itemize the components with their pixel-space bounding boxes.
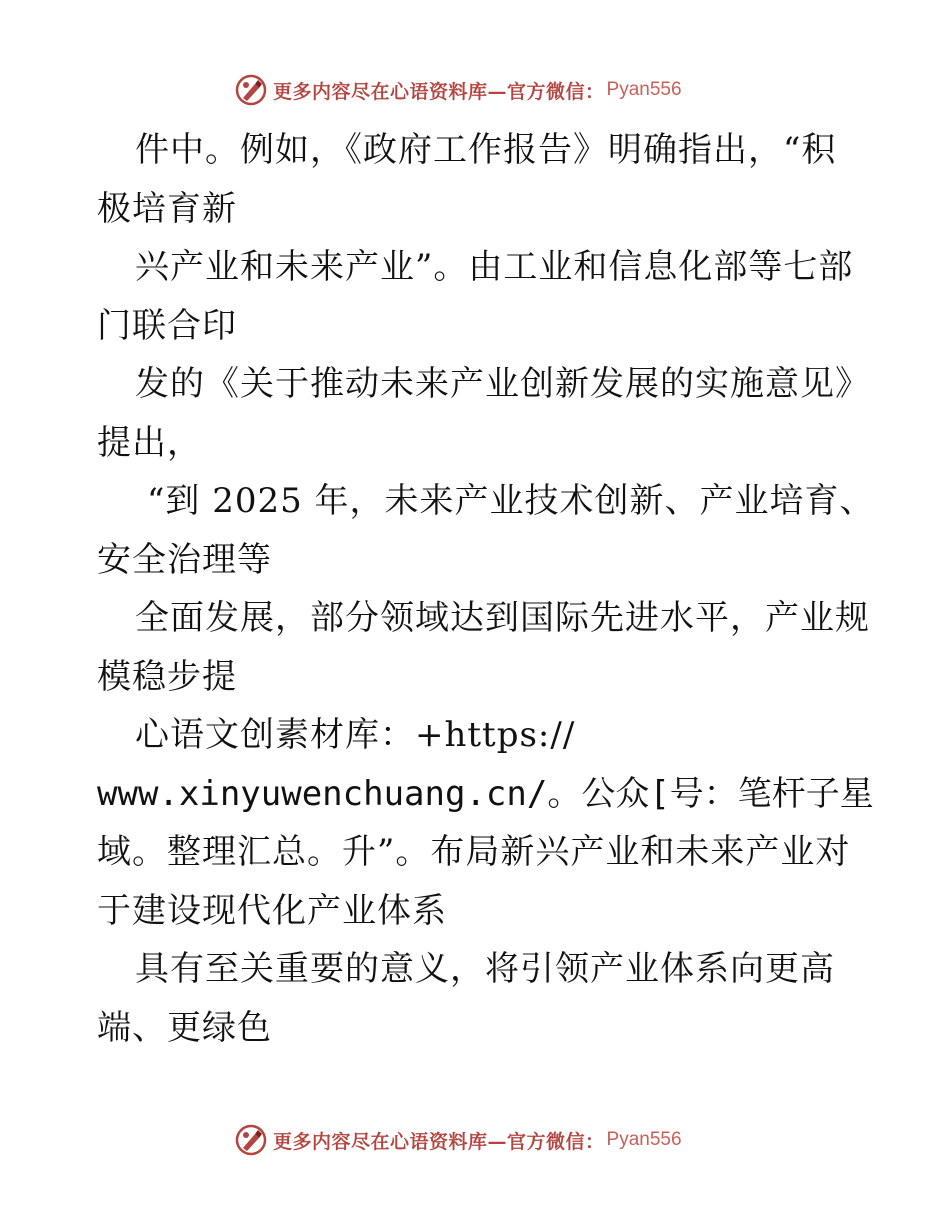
pen-logo-icon — [235, 74, 267, 106]
text-line: 具有至关重要的意义，将引领产业体系向更高 — [135, 949, 835, 989]
text-line: 门联合印 — [97, 305, 237, 346]
text-line: 发的《关于推动未来产业创新发展的实施意见》 — [135, 364, 870, 404]
text-line: 模稳步提 — [97, 656, 237, 697]
text-line: 极培育新 — [97, 188, 237, 229]
text-line: “到 2025 年，未来产业技术创新、产业培育、 — [147, 481, 875, 521]
text-line: 件中。例如，《政府工作报告》明确指出，“积 — [135, 130, 837, 170]
text-line: 提出， — [97, 422, 202, 463]
text-line-url: www.xinyuwenchuang.cn/。公众[号：笔杆子星 — [97, 773, 874, 814]
watermark-text: 更多内容尽在心语资料库—官方微信： — [273, 1130, 605, 1153]
footer-watermark — [235, 1122, 682, 1158]
text-line: 心语文创素材库：+https:// — [135, 715, 576, 755]
watermark-wechat-id: Pyan556 — [606, 79, 682, 100]
text-line: 于建设现代化产业体系 — [97, 890, 447, 931]
text-line: 安全治理等 — [97, 539, 272, 580]
watermark-text: 更多内容尽在心语资料库—官方微信： — [273, 80, 605, 103]
text-line: 全面发展，部分领域达到国际先进水平，产业规 — [135, 598, 870, 638]
text-line: 域。整理汇总。升”。布局新兴产业和未来产业对 — [97, 832, 851, 872]
pen-logo-icon — [235, 1124, 267, 1156]
text-line: 兴产业和未来产业”。由工业和信息化部等七部 — [135, 247, 854, 287]
text-line: 端、更绿色 — [97, 1007, 272, 1048]
document-body — [97, 121, 875, 1057]
header-watermark — [235, 72, 682, 108]
watermark-wechat-id: Pyan556 — [606, 1129, 682, 1150]
